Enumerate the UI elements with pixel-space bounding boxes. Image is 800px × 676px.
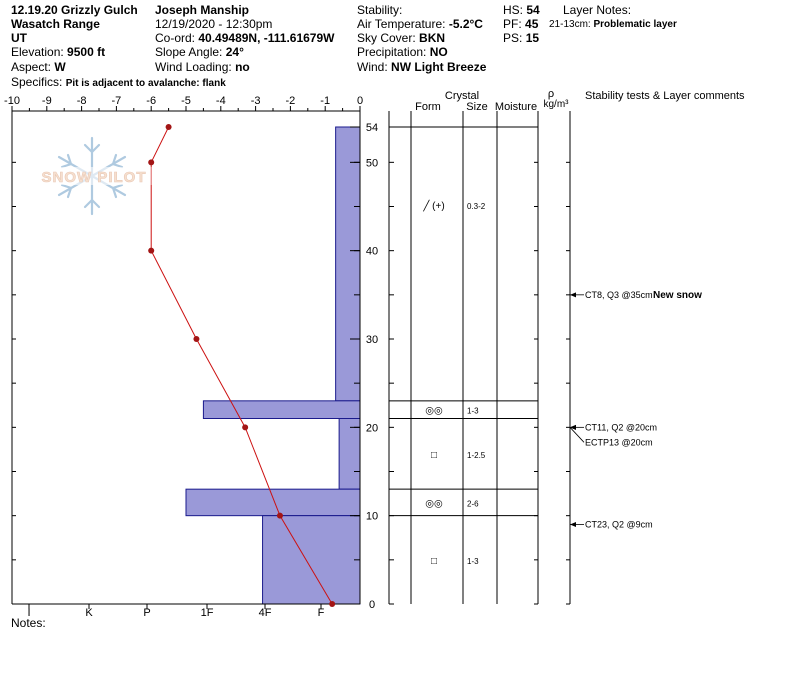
temp-tick-label: -5: [181, 95, 191, 107]
crystal-size-value: 1-3: [467, 556, 479, 566]
stability-test-label: ECTP13 @20cm: [585, 437, 653, 448]
temperature-point: [193, 336, 199, 342]
snowpilot-logo: [36, 138, 152, 214]
density-unit: kg/m³: [543, 99, 569, 110]
hardness-tick-label: P: [143, 607, 151, 619]
crystal-form-symbol: □: [430, 555, 438, 567]
comments-header: Stability tests & Layer comments: [585, 90, 745, 102]
logo-text: SNOW PILOT: [41, 169, 147, 186]
density-symbol: ρ: [547, 88, 555, 100]
hardness-layers: [186, 127, 360, 604]
slope-label: Slope Angle:: [155, 45, 223, 59]
hardness-layer-bar: [336, 127, 360, 401]
temp-tick-label: -8: [76, 95, 87, 107]
wind-loading-label: Wind Loading:: [155, 60, 232, 74]
crystal-size-value: 0.3-2: [467, 202, 486, 212]
temperature-point: [148, 159, 154, 165]
hardness-tick-label: I: [27, 607, 31, 619]
slope-value: 24°: [225, 45, 244, 59]
hs-label: HS:: [503, 3, 524, 17]
temperature-point: [277, 513, 283, 519]
aspect-value: W: [54, 60, 66, 74]
hardness-layer-bar: [203, 401, 360, 419]
wind-loading-value: no: [235, 60, 250, 74]
depth-tick-label: 20: [365, 422, 379, 435]
ps-value: 15: [525, 31, 540, 45]
test-pointer-line: [570, 427, 584, 442]
depth-tick-label: 54: [365, 122, 379, 134]
precipitation-value: NO: [429, 45, 448, 59]
stability-test-label: CT8, Q3 @35cm: [585, 289, 653, 300]
hardness-tick-label: K: [85, 607, 93, 619]
temp-tick-label: -9: [41, 95, 52, 107]
stability-tests: [570, 290, 702, 530]
temp-tick-label: -2: [285, 95, 296, 107]
hardness-layer-bar: [263, 516, 360, 604]
crystal-form-symbol: □: [430, 449, 438, 461]
ps-label: PS:: [503, 31, 523, 45]
temperature-point: [329, 601, 335, 607]
temp-tick-label: -4: [215, 95, 226, 107]
observer-name: Joseph Manship: [155, 3, 250, 17]
pit-title: 12.19.20 Grizzly Gulch: [11, 3, 138, 17]
stability-test-label: CT23, Q2 @9cm: [585, 519, 653, 530]
wind-label: Wind:: [357, 60, 388, 74]
air-temperature-value: -5.2°C: [448, 17, 483, 31]
crystal-form-symbol: ◎◎: [425, 405, 443, 417]
specifics-label: Specifics:: [11, 75, 63, 89]
temp-tick-label: 0: [356, 95, 364, 107]
coordinates-value: 40.49489N, -111.61679W: [198, 31, 335, 45]
temp-tick-label: -3: [250, 95, 261, 107]
temp-tick-label: -6: [146, 95, 157, 107]
observation-datetime: 12/19/2020 - 12:30pm: [155, 17, 273, 31]
pf-value: 45: [525, 17, 539, 31]
stability-label: Stability:: [357, 3, 403, 17]
elevation-value: 9500 ft: [67, 45, 106, 59]
stability-test-note: New snow: [653, 289, 702, 301]
test-arrow-icon: [570, 425, 576, 430]
temperature-point: [242, 424, 248, 430]
temp-tick-label: -7: [111, 95, 122, 107]
pf-label: PF:: [503, 17, 522, 31]
sky-cover-value: BKN: [419, 31, 446, 45]
hardness-axis: [27, 604, 324, 619]
specifics-value: Pit is adjacent to avalanche: flank: [65, 78, 226, 89]
crystal-header: Crystal: [444, 90, 480, 102]
wind-value: NW Light Breeze: [391, 60, 487, 74]
size-header: Size: [466, 101, 488, 113]
layer-notes-label: Layer Notes:: [563, 3, 632, 17]
hardness-tick-label: 1F: [200, 607, 214, 619]
crystal-size-value: 2-6: [467, 499, 479, 509]
stability-test-label: CT11, Q2 @20cm: [585, 422, 657, 433]
temperature-point: [166, 124, 172, 130]
layer-note-text: Problematic layer: [593, 19, 677, 30]
temperature-point: [148, 248, 154, 254]
crystal-form-symbol: ╱ (+): [423, 201, 445, 213]
precipitation-label: Precipitation:: [357, 45, 427, 59]
test-arrow-icon: [570, 522, 576, 527]
crystal-form-symbol: ◎◎: [425, 498, 443, 510]
hardness-tick-label: F: [317, 607, 325, 619]
hs-value: 54: [526, 3, 540, 17]
notes-label: Notes:: [11, 616, 46, 630]
depth-tick-label: 0: [368, 599, 376, 611]
moisture-header: Moisture: [494, 101, 538, 113]
elevation-label: Elevation:: [11, 45, 64, 59]
temperature-axis: [4, 95, 363, 111]
hardness-layer-bar: [186, 489, 360, 515]
hardness-layer-bar: [339, 419, 360, 490]
aspect-label: Aspect:: [11, 60, 52, 74]
state: UT: [11, 31, 27, 45]
test-arrow-icon: [570, 292, 576, 297]
crystal-size-value: 1-2.5: [467, 450, 486, 460]
depth-tick-label: 10: [365, 510, 379, 523]
crystal-size-value: 1-3: [467, 406, 479, 416]
depth-tick-label: 30: [365, 334, 379, 346]
air-temperature-label: Air Temperature:: [357, 17, 446, 31]
sky-cover-label: Sky Cover:: [357, 31, 416, 45]
coordinates-label: Co-ord:: [155, 31, 196, 45]
layer-table-frame: [389, 111, 570, 604]
depth-tick-label: 40: [365, 245, 379, 258]
temp-tick-label: -10: [4, 95, 20, 107]
layer-note-range: 21-13cm:: [549, 19, 591, 30]
hardness-tick-label: 4F: [258, 607, 272, 619]
mountain-range: Wasatch Range: [11, 17, 100, 31]
temp-tick-label: -1: [320, 95, 331, 107]
depth-tick-label: 50: [365, 157, 379, 170]
form-header: Form: [415, 101, 441, 113]
